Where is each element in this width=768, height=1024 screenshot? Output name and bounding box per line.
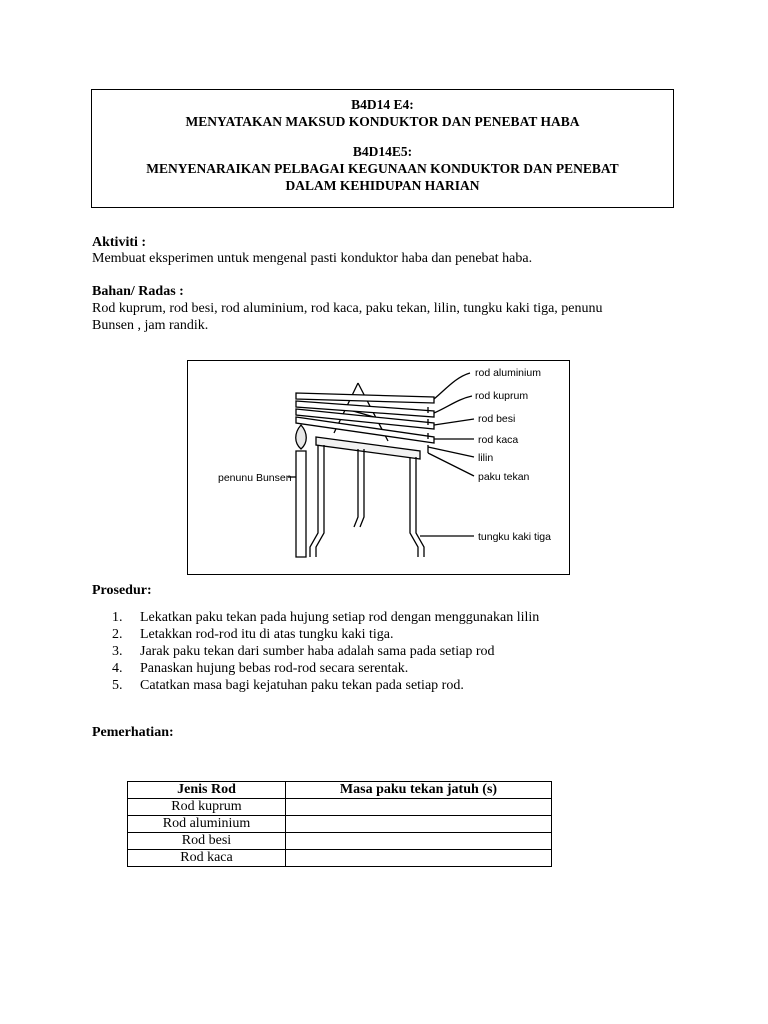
label-tungku-kaki-tiga: tungku kaki tiga — [478, 531, 551, 543]
cell-time — [286, 850, 552, 867]
objective-code-2: B4D14E5: — [352, 144, 413, 159]
objective-code-1: B4D14 E4: — [351, 97, 414, 112]
label-rod-kaca: rod kaca — [478, 434, 519, 446]
pemerhatian-heading: Pemerhatian: — [92, 725, 174, 740]
cell-time — [286, 799, 552, 816]
bahan-line-2: Bunsen , jam randik. — [92, 318, 209, 333]
cell-rod-name: Rod besi — [128, 833, 286, 850]
apparatus-diagram — [187, 360, 570, 575]
cell-time — [286, 833, 552, 850]
objective-title-2-line-1: MENYENARAIKAN PELBAGAI KEGUNAAN KONDUKTOR DAN PENEBAT — [146, 161, 619, 176]
label-lilin: lilin — [478, 452, 494, 464]
label-rod-kuprum: rod kuprum — [475, 390, 529, 402]
cell-rod-name: Rod kuprum — [128, 799, 286, 816]
bunsen-flame — [296, 425, 307, 449]
tripod-plate — [316, 437, 420, 459]
tripod-leg-middle — [354, 449, 358, 527]
table-row — [128, 850, 552, 867]
procedure-step: 1. Lekatkan paku tekan pada hujung setiap rod dengan menggunakan lilin — [112, 610, 540, 625]
table-header-row — [128, 782, 552, 799]
table-row — [128, 833, 552, 850]
leader-paku-tekan — [428, 453, 474, 476]
procedure-step: 5. Catatkan masa bagi kejatuhan paku tekan pada setiap rod. — [112, 678, 464, 693]
label-rod-aluminium: rod aluminium — [475, 367, 541, 379]
column-header-masa: Masa paku tekan jatuh (s) — [286, 782, 552, 799]
rod-aluminium — [296, 393, 434, 403]
label-penunu-bunsen: penunu Bunsen — [218, 472, 292, 484]
aktiviti-text: Membuat eksperimen untuk mengenal pasti konduktor haba dan penebat haba. — [92, 251, 533, 266]
tripod-leg-right — [410, 457, 418, 557]
cell-rod-name: Rod aluminium — [128, 816, 286, 833]
objective-title-1: MENYATAKAN MAKSUD KONDUKTOR DAN PENEBAT HABA — [185, 114, 580, 129]
leader-lilin — [428, 447, 474, 457]
aktiviti-heading: Aktiviti : — [92, 235, 147, 250]
procedure-step: 4. Panaskan hujung bebas rod-rod secara serentak. — [112, 661, 409, 676]
procedure-step: 2. Letakkan rod-rod itu di atas tungku kaki tiga. — [112, 627, 394, 642]
table-row — [128, 816, 552, 833]
observation-table — [127, 781, 552, 867]
cell-rod-name: Rod kaca — [128, 850, 286, 867]
bunsen-burner — [296, 451, 306, 557]
table-row — [128, 799, 552, 816]
procedure-step: 3. Jarak paku tekan dari sumber haba adalah sama pada setiap rod — [112, 644, 495, 659]
label-rod-besi: rod besi — [478, 413, 516, 425]
bahan-heading: Bahan/ Radas : — [92, 284, 184, 299]
objective-title-2-line-2: DALAM KEHIDUPAN HARIAN — [285, 178, 480, 193]
apparatus-svg — [188, 361, 568, 573]
leader-rod-besi — [434, 419, 474, 425]
leader-rod-aluminium — [434, 373, 470, 399]
procedure-list — [112, 609, 539, 694]
bahan-line-1: Rod kuprum, rod besi, rod aluminium, rod kaca, paku tekan, lilin, tungku kaki tiga, penunu — [92, 301, 603, 316]
prosedur-heading: Prosedur: — [92, 583, 152, 598]
title-box — [91, 89, 674, 208]
column-header-jenis-rod: Jenis Rod — [128, 782, 286, 799]
label-paku-tekan: paku tekan — [478, 471, 530, 483]
tripod-leg-left — [310, 445, 318, 557]
leader-rod-kuprum — [434, 396, 472, 413]
cell-time — [286, 816, 552, 833]
